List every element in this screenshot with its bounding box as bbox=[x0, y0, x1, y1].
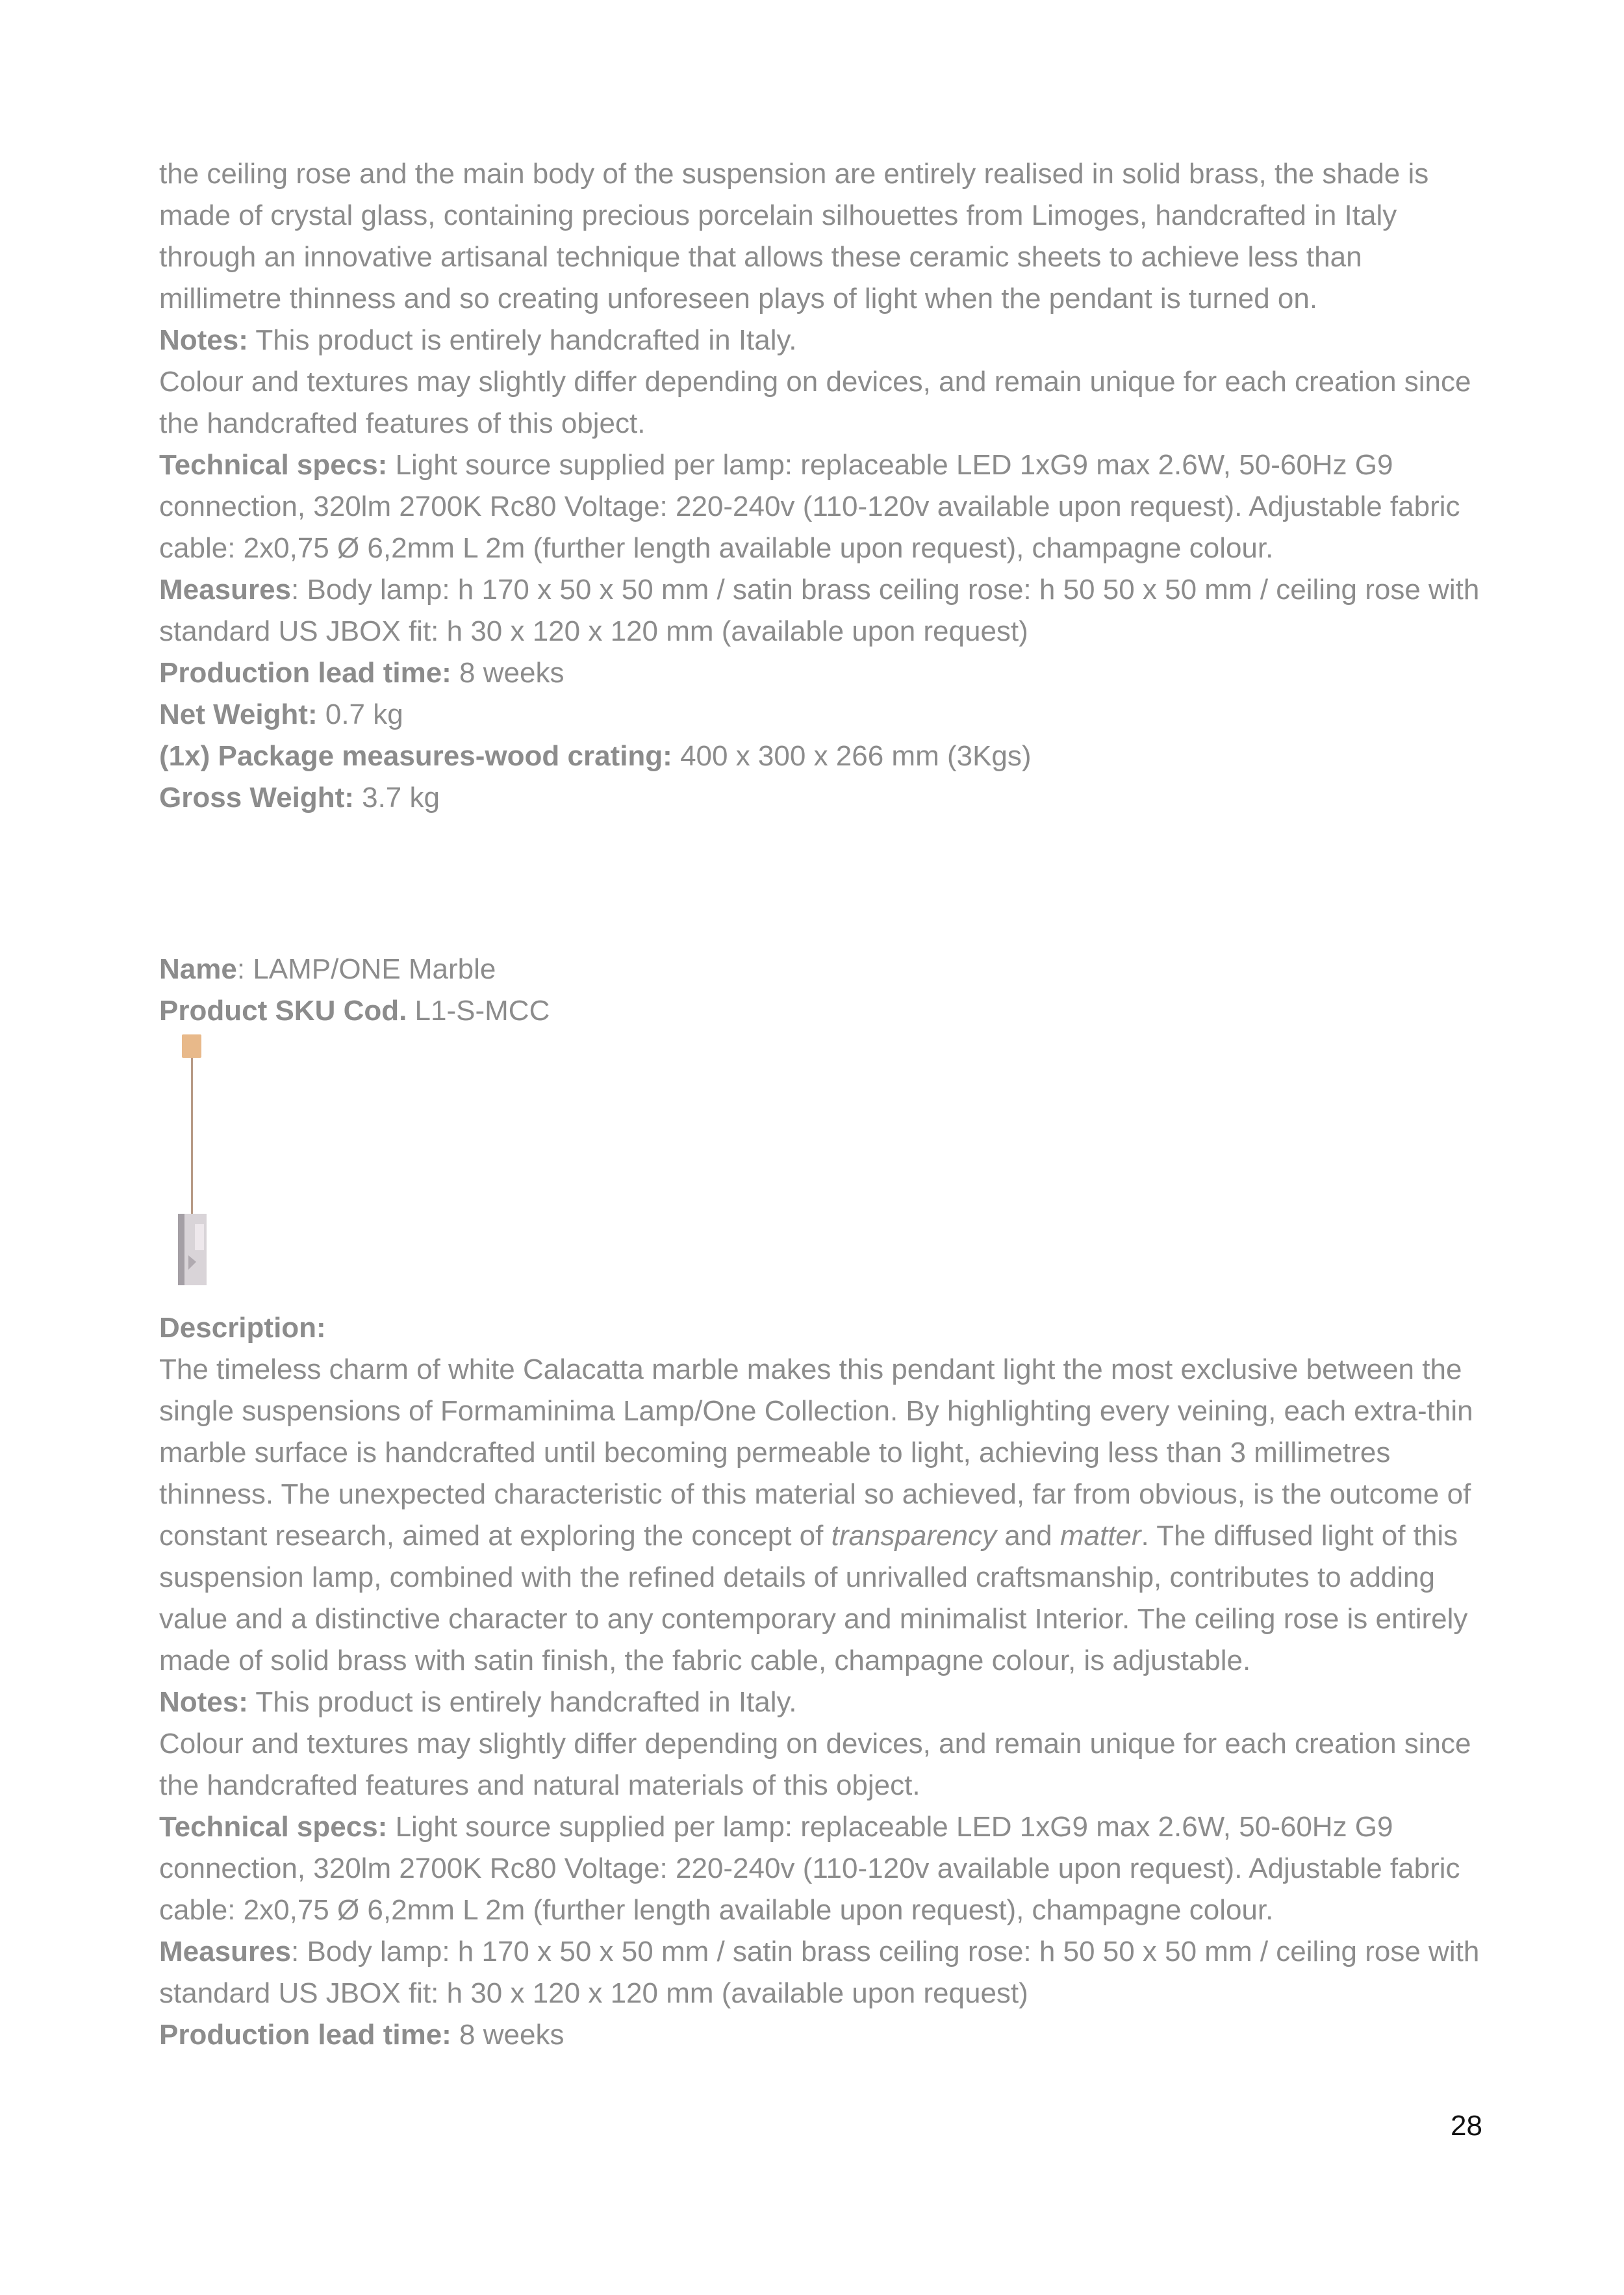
colour-note: Colour and textures may slightly differ depending on devices, and remain unique for each creation since the handcrafted features and natural materials of this object. bbox=[159, 1728, 1471, 1801]
name-text: : LAMP/ONE Marble bbox=[236, 953, 496, 985]
lead-time-label: Production lead time: bbox=[159, 657, 451, 689]
lead-time-text: 8 weeks bbox=[451, 657, 565, 689]
ceiling-rose bbox=[182, 1034, 201, 1058]
product-description bbox=[159, 1307, 1484, 2056]
description-text-b: and bbox=[996, 1520, 1060, 1552]
lead-time-label: Production lead time: bbox=[159, 2019, 451, 2051]
notes-label: Notes: bbox=[159, 1686, 248, 1718]
package-measures bbox=[159, 736, 1484, 777]
measures-text: : Body lamp: h 170 x 50 x 50 mm / satin brass ceiling rose: h 50 50 x 50 mm / ceiling rose with standard US JBOX fit: h 30 x 120 x 120 mm (available upon request) bbox=[159, 1936, 1480, 2009]
technical-specs-label: Technical specs: bbox=[159, 449, 388, 481]
technical-specs bbox=[159, 444, 1484, 569]
package-label: (1x) Package measures-wood crating: bbox=[159, 740, 672, 772]
description-text-c: . The diffused light of this suspension lamp, combined with the refined details of unrivalled craftsmanship, contributes to adding value and a distinctive character to any contemporary and minimalist Interior. The ceiling rose is entirely made of solid brass with satin finish, the fabric cable, champagne colour, is adjustable. bbox=[159, 1520, 1468, 1676]
description-emphasis-transparency: transparency bbox=[831, 1520, 996, 1552]
sku-label: Product SKU Cod. bbox=[159, 995, 407, 1027]
sku-text: L1-S-MCC bbox=[407, 995, 550, 1027]
description-heading-text: Description: bbox=[159, 1312, 326, 1344]
package-text: 400 x 300 x 266 mm (3Kgs) bbox=[672, 740, 1032, 772]
net-weight-text: 0.7 kg bbox=[317, 699, 403, 730]
description-emphasis-matter: matter bbox=[1059, 1520, 1141, 1552]
description-paragraph bbox=[159, 1349, 1484, 1682]
fabric-cable bbox=[191, 1058, 193, 1214]
product-sku bbox=[159, 990, 1484, 1032]
pendant-lamp-photo bbox=[169, 1034, 221, 1288]
measures-text: : Body lamp: h 170 x 50 x 50 mm / satin brass ceiling rose: h 50 50 x 50 mm / ceiling rose with standard US JBOX fit: h 30 x 120 x 120 mm (available upon request) bbox=[159, 574, 1480, 647]
notes-text: This product is entirely handcrafted in Italy. bbox=[247, 1686, 797, 1718]
technical-specs-text: Light source supplied per lamp: replaceable LED 1xG9 max 2.6W, 50-60Hz G9 connection, 320lm 2700K Rc80 Voltage: 220-240v (110-120v available upon request). Adjustable fabric cable: 2x0,75 Ø 6,2mm L 2m (further length available upon request), champagne colour. bbox=[159, 449, 1460, 564]
notes-line bbox=[159, 1682, 1484, 1723]
technical-specs-label: Technical specs: bbox=[159, 1811, 388, 1843]
colour-note: Colour and textures may slightly differ depending on devices, and remain unique for each creation since the handcrafted features of this object. bbox=[159, 366, 1471, 439]
gross-weight bbox=[159, 777, 1484, 819]
measures bbox=[159, 569, 1484, 652]
technical-specs bbox=[159, 1806, 1484, 1931]
net-weight bbox=[159, 694, 1484, 736]
gross-weight-label: Gross Weight: bbox=[159, 782, 354, 814]
description-heading bbox=[159, 1307, 1484, 1349]
notes-text: This product is entirely handcrafted in Italy. bbox=[247, 324, 797, 356]
production-lead-time bbox=[159, 652, 1484, 694]
lead-time-text: 8 weeks bbox=[451, 2019, 565, 2051]
previous-product-specs bbox=[159, 153, 1484, 819]
marble-highlight bbox=[195, 1224, 204, 1250]
product-name bbox=[159, 949, 1484, 990]
production-lead-time bbox=[159, 2014, 1484, 2056]
notes-label: Notes: bbox=[159, 324, 248, 356]
measures-label: Measures bbox=[159, 574, 292, 606]
net-weight-label: Net Weight: bbox=[159, 699, 318, 730]
marble-body-shadow bbox=[178, 1214, 184, 1285]
page-number: 28 bbox=[1451, 2110, 1482, 2142]
product-header bbox=[159, 949, 1484, 1032]
measures bbox=[159, 1931, 1484, 2014]
name-label: Name bbox=[159, 953, 237, 985]
gross-weight-text: 3.7 kg bbox=[353, 782, 440, 814]
description-text-a: The timeless charm of white Calacatta marble makes this pendant light the most exclusive between the single suspensions of Formaminima Lamp/One Collection. By highlighting every veining, each extra-thin marble surface is handcrafted until becoming permeable to light, achieving less than 3 millimetres thinness. The unexpected characteristic of this material so achieved, far from obvious, is the outcome of constant research, aimed at exploring the concept of bbox=[159, 1353, 1473, 1552]
technical-specs-text: Light source supplied per lamp: replaceable LED 1xG9 max 2.6W, 50-60Hz G9 connection, 320lm 2700K Rc80 Voltage: 220-240v (110-120v available upon request). Adjustable fabric cable: 2x0,75 Ø 6,2mm L 2m (further length available upon request), champagne colour. bbox=[159, 1811, 1460, 1926]
measures-label: Measures bbox=[159, 1936, 292, 1968]
notes-line bbox=[159, 320, 1484, 361]
intro-paragraph: the ceiling rose and the main body of the suspension are entirely realised in solid brass, the shade is made of crystal glass, containing precious porcelain silhouettes from Limoges, handcrafted in Italy through an innovative artisanal technique that allows these ceramic sheets to achieve less than millimetre thinness and so creating unforeseen plays of light when the pendant is turned on. bbox=[159, 158, 1429, 314]
